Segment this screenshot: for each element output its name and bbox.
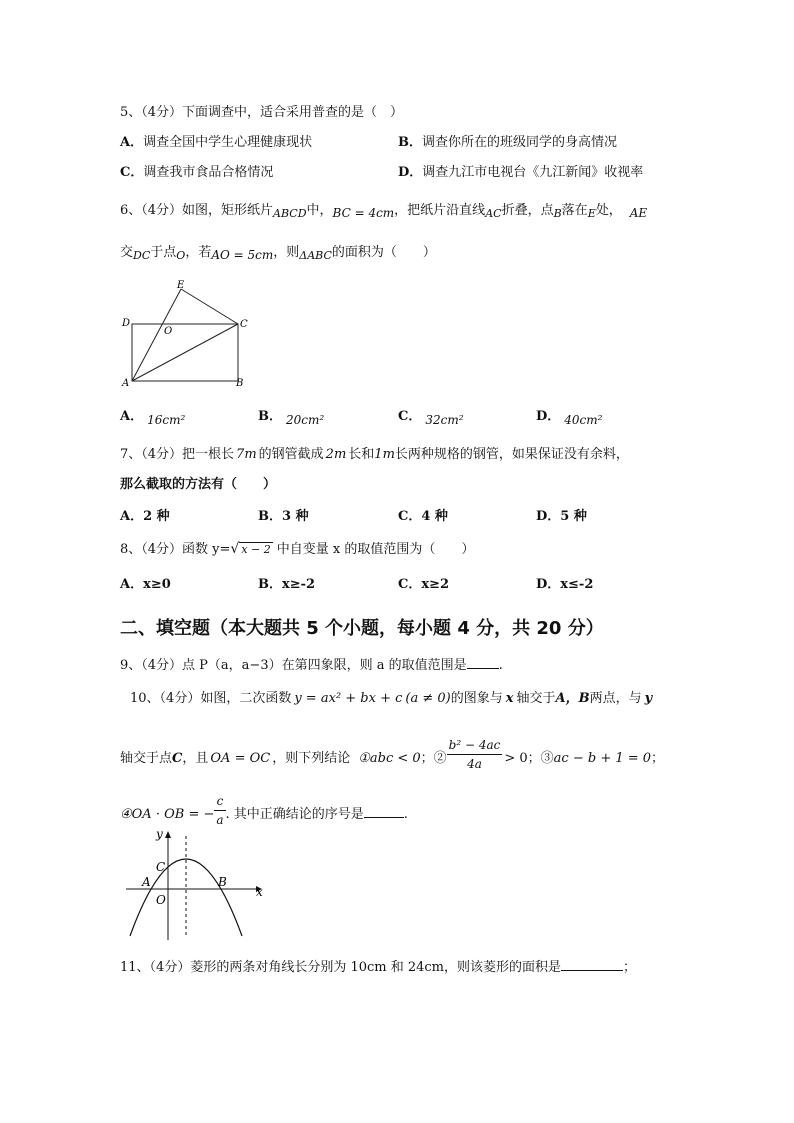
q11-answer-blank[interactable] bbox=[561, 958, 623, 971]
discriminant-fraction: $\frac{\text{b² − 4ac}}{4a}$ bbox=[448, 738, 501, 771]
q10-stem-line2: 轴交于点C，且 OA = OC ，则下列结论 ①abc < 0；② $\frac{\text{b² − 4ac}}{4a}$ > 0；③ac − b + 1 = 0； bbox=[120, 738, 665, 771]
label-o: O bbox=[156, 893, 166, 907]
q10-answer-blank[interactable] bbox=[364, 805, 404, 818]
q7-option-d: D．5 种 bbox=[536, 509, 587, 524]
q10-parabola-figure bbox=[120, 826, 270, 944]
q5-option-d: D．调查九江市电视台《九江新闻》收视率 bbox=[398, 165, 644, 180]
q6-option-c: C． 32cm² bbox=[398, 409, 464, 427]
q5-stem: 5、（4分）下面调查中，适合采用普查的是（ ） bbox=[120, 105, 404, 120]
q5-option-c: C．调查我市食品合格情况 bbox=[120, 165, 274, 180]
label-x: x bbox=[256, 885, 263, 899]
q6-option-d: D． 40cm² bbox=[536, 409, 603, 427]
c-over-a-fraction: $\frac{c}{a}$ bbox=[216, 794, 224, 827]
q8-stem: 8、（4分）函数 y=√ x − 2 中自变量 x 的取值范围为（ ） bbox=[120, 541, 475, 557]
q10-stem-line3: ④OA · OB = − $\frac{c}{a}$ . 其中正确结论的序号是 . bbox=[120, 794, 408, 827]
label-y: y bbox=[156, 827, 163, 841]
q6-rectangle-figure bbox=[118, 278, 258, 392]
y-axis-arrow bbox=[165, 831, 171, 838]
label-b: B bbox=[236, 378, 244, 389]
section-title: 二、填空题（本大题共 5 个小题，每小题 4 分，共 20 分） bbox=[120, 618, 604, 639]
segment-ae bbox=[132, 289, 181, 381]
q11-stem: 11、（4分）菱形的两条对角线长分别为 10cm 和 24cm，则该菱形的面积是 ； bbox=[120, 960, 637, 975]
q6-option-a: A． 16cm² bbox=[120, 409, 186, 427]
q7-option-c: C．4 种 bbox=[398, 509, 448, 524]
q8-option-b: B．x≥-2 bbox=[258, 577, 316, 592]
q8-option-c: C．x≥2 bbox=[398, 577, 450, 592]
q8-option-d: D．x≤-2 bbox=[536, 577, 594, 592]
radicand: x − 2 bbox=[241, 543, 271, 556]
q10-stem-line1: 10、（4分）如图，二次函数 y = ax² + bx + c (a ≠ 0)的图象与 x 轴交于A，B两点，与 y bbox=[130, 691, 653, 706]
label-e: E bbox=[177, 280, 185, 291]
q5-option-a: A．调查全国中学生心理健康现状 bbox=[120, 135, 313, 150]
q6-stem-line2: 交$_{DC}$于点$_O$，若AO = 5cm，则$_{\Delta ABC}$的面积为（ ） bbox=[120, 245, 436, 262]
q7-option-a: A．2 种 bbox=[120, 509, 170, 524]
q9-answer-blank[interactable] bbox=[467, 656, 499, 669]
label-o: O bbox=[164, 326, 173, 337]
q6-option-b: B． 20cm² bbox=[258, 409, 325, 427]
label-d: D bbox=[122, 318, 131, 329]
segment-ac bbox=[132, 324, 238, 381]
label-a: A bbox=[122, 378, 130, 389]
q6-stem-line1: 6、（4分）如图，矩形纸片$_{ABCD}$中，BC = 4cm，把纸片沿直线$_{AC}$折叠，点$_B$落在$_E$处， AE bbox=[120, 203, 648, 220]
q7-option-b: B．3 种 bbox=[258, 509, 309, 524]
label-c: C bbox=[240, 319, 248, 330]
label-c: C bbox=[156, 860, 166, 874]
label-b: B bbox=[218, 875, 227, 889]
q5-option-b: B．调查你所在的班级同学的身高情况 bbox=[398, 135, 618, 150]
q7-stem-line1: 7、（4分）把一根长 7m 的钢管截成 2m 长和1m长两种规格的钢管，如果保证没有余料， bbox=[120, 447, 629, 462]
segment-ec bbox=[181, 289, 238, 324]
label-a: A bbox=[142, 875, 151, 889]
q7-stem-line2: 那么截取的方法有（ ） bbox=[120, 477, 277, 492]
q8-option-a: A．x≥0 bbox=[120, 577, 171, 592]
q9-stem: 9、（4分）点 P（a，a−3）在第四象限，则 a 的取值范围是 . bbox=[120, 658, 503, 673]
